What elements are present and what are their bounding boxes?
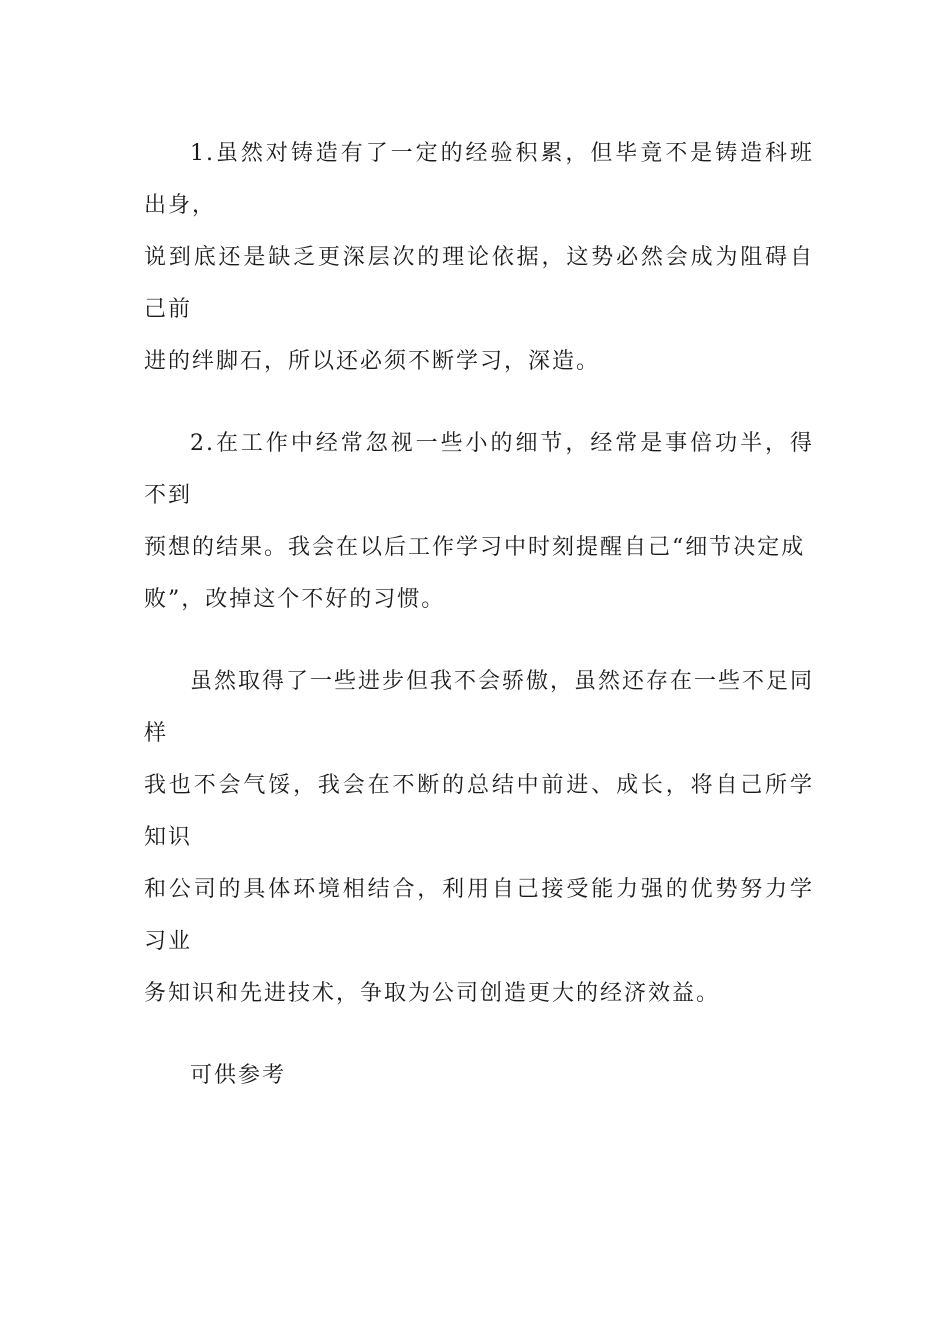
text-line: 1.虽然对铸造有了一定的经验积累，但毕竟不是铸造科班出身， [144,141,814,218]
text-line: 我也不会气馁，我会在不断的总结中前进、成长，将自己所学知识 [144,773,814,850]
paragraph-summary [144,656,814,1020]
paragraph-point-2 [144,418,814,626]
text-line: 务知识和先进技术，争取为公司创造更大的经济效益。 [144,981,721,1006]
text-line: 说到底还是缺乏更深层次的理论依据，这势必然会成为阻碍自己前 [144,245,814,322]
text-line: 2.在工作中经常忽视一些小的细节，经常是事倍功半，得不到 [144,431,814,508]
paragraph-point-1 [144,128,814,388]
text-line: 虽然取得了一些进步但我不会骄傲，虽然还存在一些不足同样 [144,669,815,746]
text-line: 可供参考 [190,1063,287,1088]
text-line: 进的绊脚石，所以还必须不断学习，深造。 [144,349,601,374]
text-line: 预想的结果。我会在以后工作学习中时刻提醒自己“细节决定成 [144,535,806,560]
paragraph-reference-note [144,1050,814,1102]
text-line: 败”，改掉这个不好的习惯。 [144,587,446,612]
text-line: 和公司的具体环境相结合，利用自己接受能力强的优势努力学习业 [144,877,814,954]
document-body [144,128,814,1102]
